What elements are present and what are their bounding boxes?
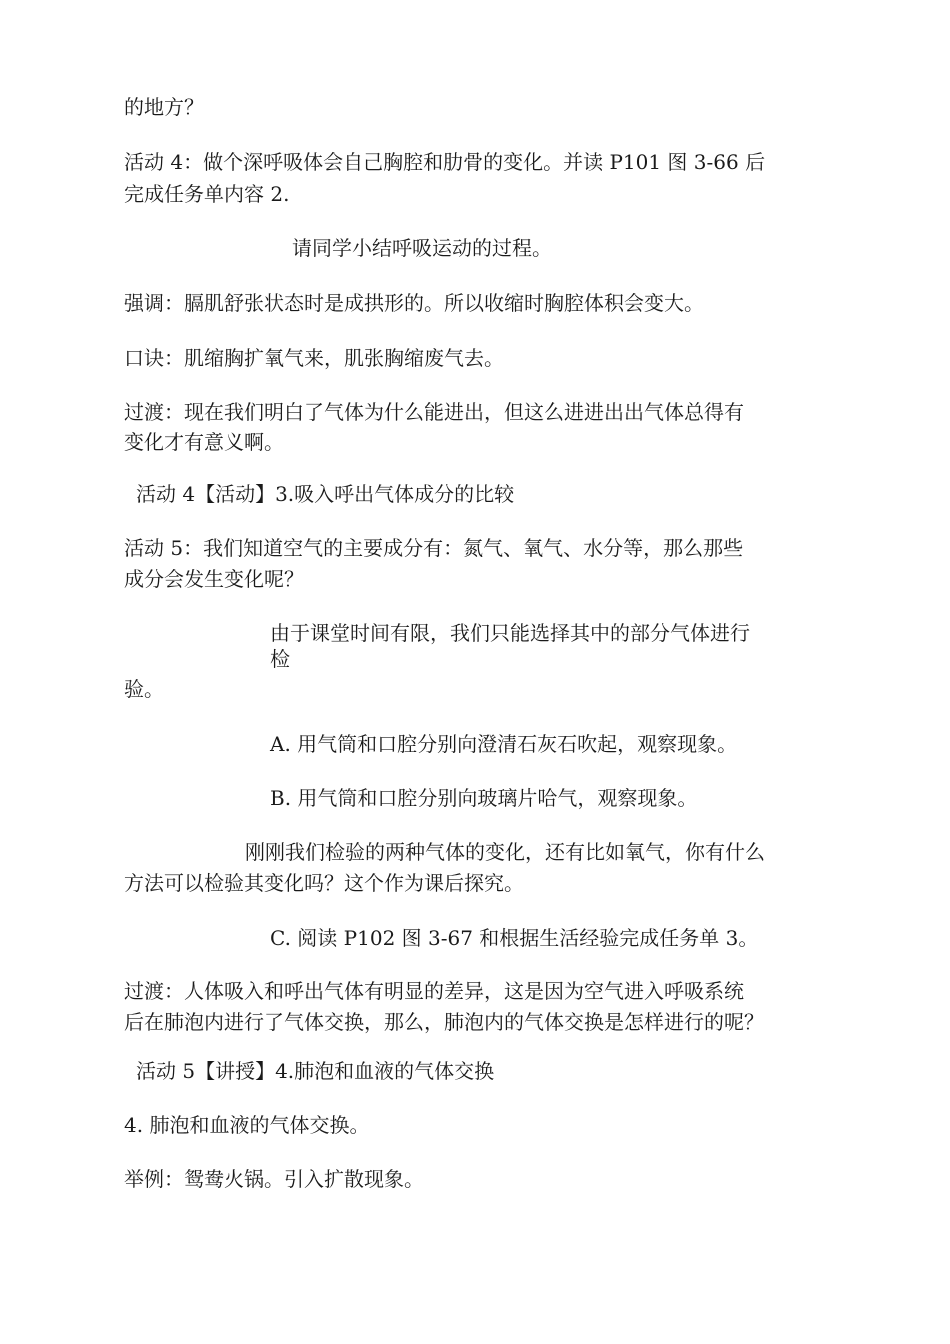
activity-5-line-2: 成分会发生变化呢？ — [124, 567, 304, 591]
section-heading-activity-4: 活动 4【活动】3.吸入呼出气体成分的比较 — [136, 482, 515, 506]
transition-1-line-1: 过渡：现在我们明白了气体为什么能进出，但这么进进出出气体总得有 — [124, 400, 744, 424]
text-line: 的地方？ — [124, 95, 204, 119]
step-a: A. 用气筒和口腔分别向澄清石灰石吹起，观察现象。 — [270, 732, 738, 756]
transition-2-line-2: 后在肺泡内进行了气体交换，那么，肺泡内的气体交换是怎样进行的呢？ — [124, 1010, 764, 1034]
followup-line-2: 方法可以检验其变化吗？这个作为课后探究。 — [124, 871, 524, 895]
transition-1-line-2: 变化才有意义啊。 — [124, 430, 284, 454]
activity-4-line-2: 完成任务单内容 2. — [124, 182, 290, 206]
time-limit-line-1: 由于课堂时间有限，我们只能选择其中的部分气体进行 — [270, 621, 750, 645]
subheading-gas-exchange: 4. 肺泡和血液的气体交换。 — [124, 1113, 370, 1137]
summary-prompt: 请同学小结呼吸运动的过程。 — [292, 236, 552, 260]
mnemonic-line: 口诀：肌缩胸扩氧气来，肌张胸缩废气去。 — [124, 346, 504, 370]
time-limit-line-3: 验。 — [124, 677, 164, 701]
followup-line-1: 刚刚我们检验的两种气体的变化，还有比如氧气，你有什么 — [245, 840, 765, 864]
time-limit-line-2: 检 — [270, 647, 290, 671]
transition-2-line-1: 过渡：人体吸入和呼出气体有明显的差异，这是因为空气进入呼吸系统 — [124, 979, 744, 1003]
activity-4-line-1: 活动 4：做个深呼吸体会自己胸腔和肋骨的变化。并读 P101 图 3-66 后 — [124, 150, 766, 174]
section-heading-activity-5: 活动 5【讲授】4.肺泡和血液的气体交换 — [136, 1059, 495, 1083]
step-b: B. 用气筒和口腔分别向玻璃片哈气，观察现象。 — [270, 786, 698, 810]
example-line: 举例：鸳鸯火锅。引入扩散现象。 — [124, 1167, 424, 1191]
emphasis-line: 强调：膈肌舒张状态时是成拱形的。所以收缩时胸腔体积会变大。 — [124, 291, 704, 315]
activity-5-line-1: 活动 5：我们知道空气的主要成分有：氮气、氧气、水分等，那么那些 — [124, 536, 744, 560]
step-c: C. 阅读 P102 图 3-67 和根据生活经验完成任务单 3。 — [270, 926, 759, 950]
